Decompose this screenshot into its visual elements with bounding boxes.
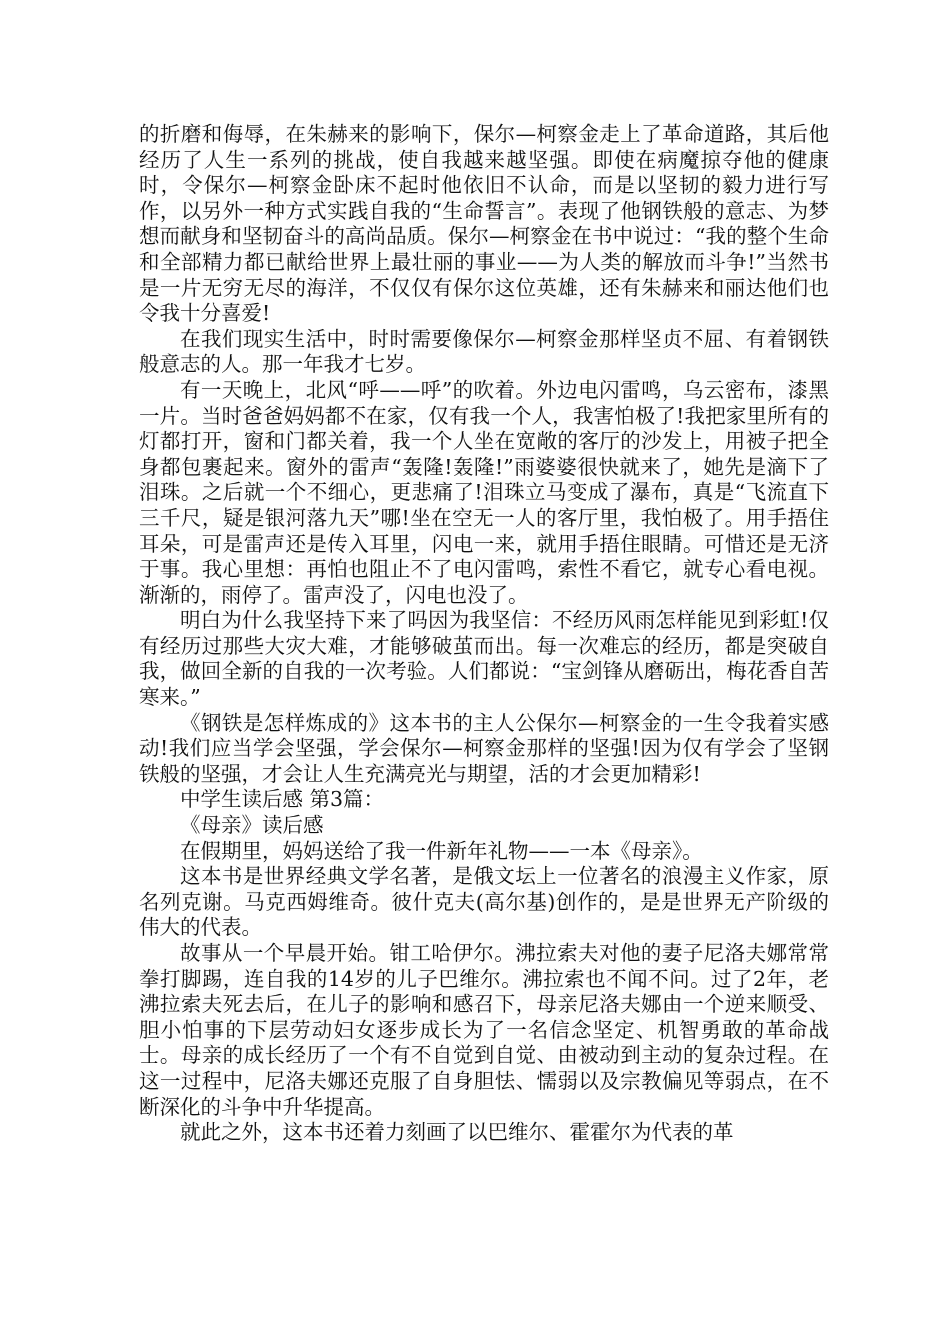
paragraph-9: 就此之外，这本书还着力刻画了以巴维尔、霍霍尔为代表的革 bbox=[180, 1120, 734, 1145]
paragraph-4: 明白为什么我坚持下来了吗因为我坚信：不经历风雨怎样能见到彩虹!仅有经历过那些大灾大难，才能够破茧而出。每一次难忘的经历，都是突破自我，做回全新的自我的一次考验。人们都说：“宝剑锋从磨砺出，梅花香自苦寒来。” bbox=[139, 608, 829, 710]
document-page bbox=[139, 122, 829, 1146]
essay-title: 《母亲》读后感 bbox=[180, 813, 324, 838]
paragraph-6: 在假期里，妈妈送给了我一件新年礼物——一本《母亲》。 bbox=[180, 838, 703, 863]
paragraph-8: 故事从一个早晨开始。钳工哈伊尔。沸拉索夫对他的妻子尼洛夫娜常常拳打脚踢，连自我的14岁的儿子巴维尔。沸拉索也不闻不问。过了2年，老沸拉索夫死去后，在儿子的影响和感召下，母亲尼洛夫娜由一个逆来顺受、胆小怕事的下层劳动妇女逐步成长为了一名信念坚定、机智勇敢的革命战士。母亲的成长经历了一个有不自觉到自觉、由被动到主动的复杂过程。在这一过程中，尼洛夫娜还克服了自身胆怯、懦弱以及宗教偏见等弱点，在不断深化的斗争中升华提高。 bbox=[139, 941, 829, 1119]
paragraph-3: 有一天晚上，北风“呼——呼”的吹着。外边电闪雷鸣，乌云密布，漆黑一片。当时爸爸妈妈都不在家，仅有我一个人，我害怕极了!我把家里所有的灯都打开，窗和门都关着，我一个人坐在宽敞的客厅的沙发上，用被子把全身都包裹起来。窗外的雷声“轰隆!轰隆!”雨婆婆很快就来了，她先是滴下了泪珠。之后就一个不细心，更悲痛了!泪珠立马变成了瀑布，真是“飞流直下三千尺，疑是银河落九天”哪!坐在空无一人的客厅里，我怕极了。用手捂住耳朵，可是雷声还是传入耳里，闪电一来，就用手捂住眼睛。可惜还是无济于事。我心里想：再怕也阻止不了电闪雷鸣，索性不看它，就专心看电视。渐渐的，雨停了。雷声没了，闪电也没了。 bbox=[139, 377, 829, 607]
section-heading: 中学生读后感 第3篇： bbox=[180, 787, 385, 812]
paragraph-1: 的折磨和侮辱，在朱赫来的影响下，保尔—柯察金走上了革命道路，其后他经历了人生一系列的挑战，使自我越来越坚强。即使在病魔掠夺他的健康时，令保尔—柯察金卧床不起时他依旧不认命，而是以坚韧的毅力进行写作，以另外一种方式实践自我的“生命誓言”。表现了他钢铁般的意志、为梦想而献身和坚韧奋斗的高尚品质。保尔—柯察金在书中说过：“我的整个生命和全部精力都已献给世界上最壮丽的事业——为人类的解放而斗争!”当然书是一片无穷无尽的海洋，不仅仅有保尔这位英雄，还有朱赫来和丽达他们也令我十分喜爱! bbox=[139, 122, 829, 326]
paragraph-2: 在我们现实生活中，时时需要像保尔—柯察金那样坚贞不屈、有着钢铁般意志的人。那一年我才七岁。 bbox=[139, 326, 829, 377]
paragraph-5: 《钢铁是怎样炼成的》这本书的主人公保尔—柯察金的一生令我着实感动!我们应当学会坚强，学会保尔—柯察金那样的坚强!因为仅有学会了坚钢铁般的坚强，才会让人生充满亮光与期望，活的才会更加精彩! bbox=[139, 710, 829, 786]
paragraph-7: 这本书是世界经典文学名著，是俄文坛上一位著名的浪漫主义作家，原名列克谢。马克西姆维奇。彼什克夫(高尔基)创作的，是是世界无产阶级的伟大的代表。 bbox=[139, 864, 829, 940]
